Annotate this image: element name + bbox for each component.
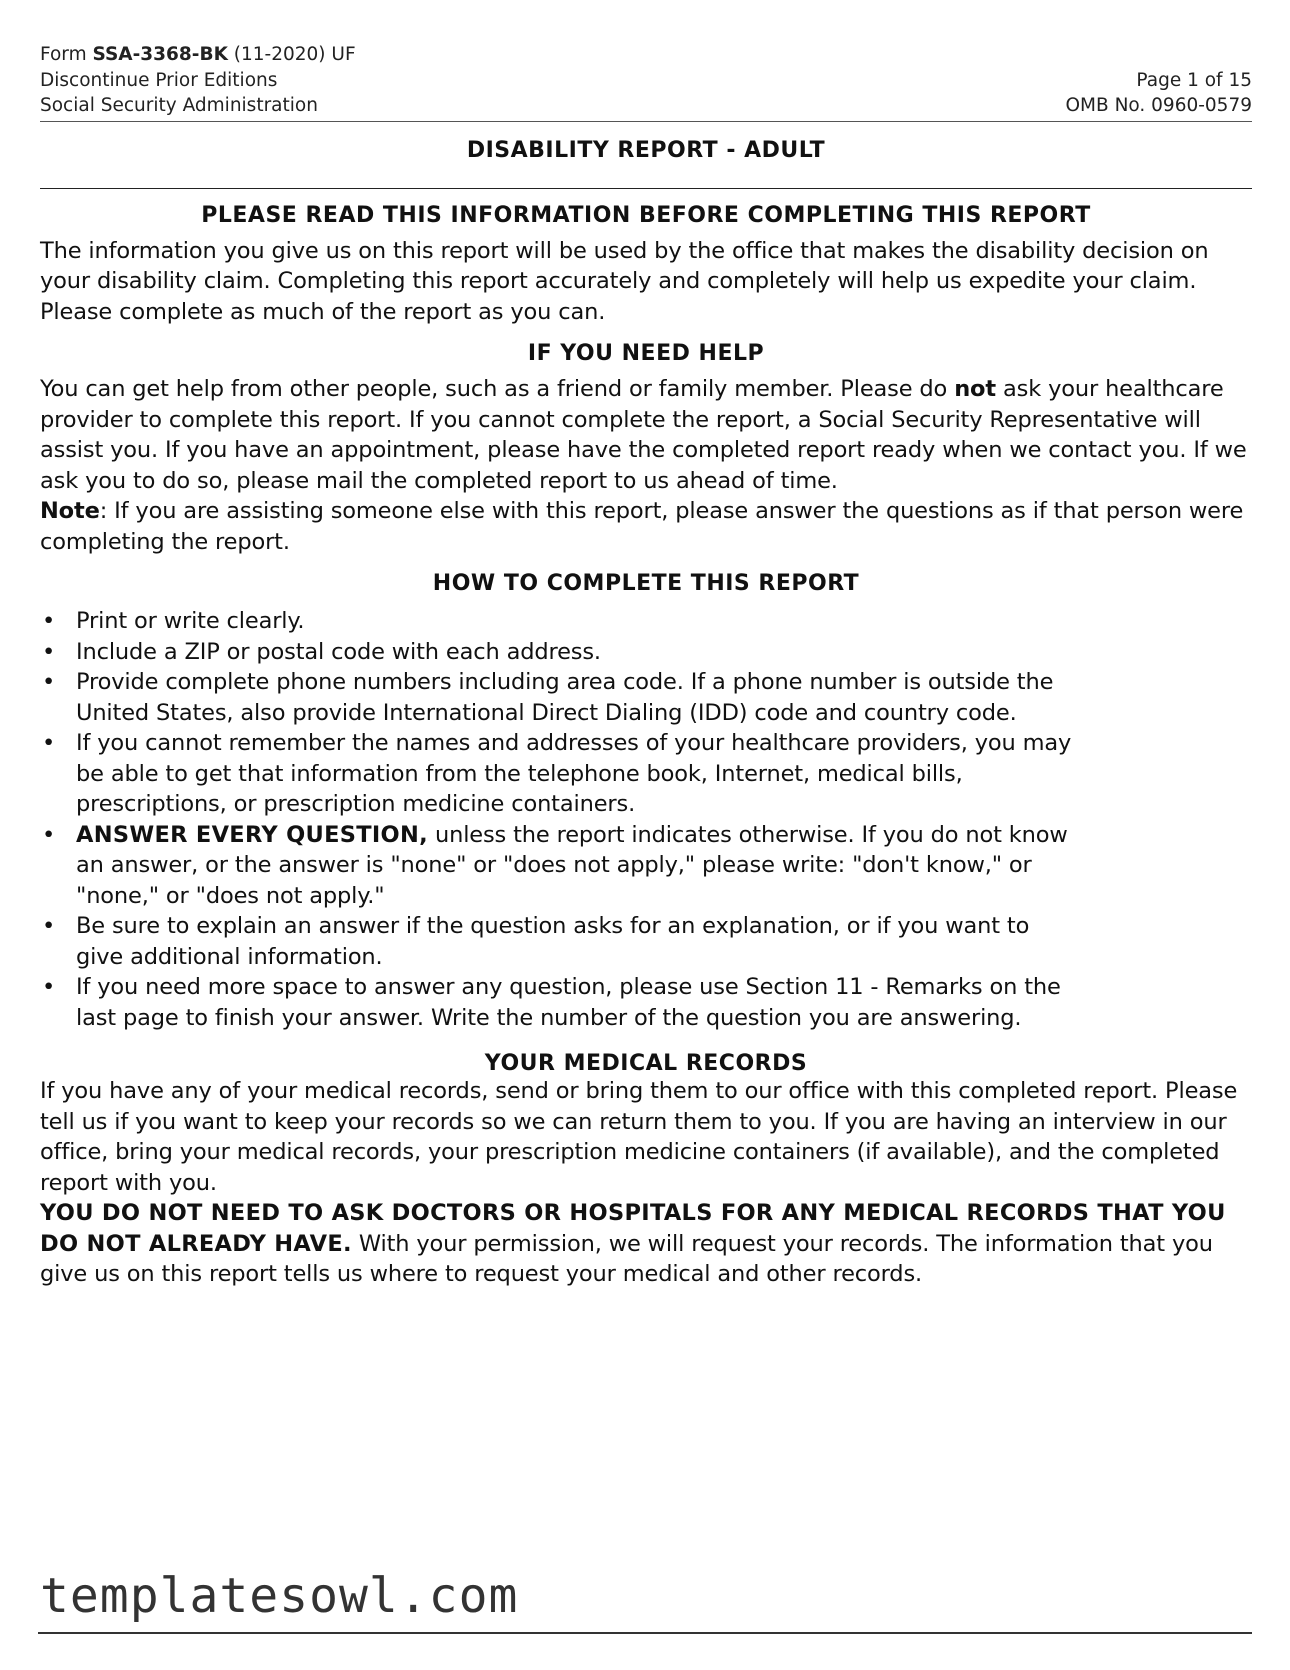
warning-emphasis: YOU DO NOT NEED TO ASK DOCTORS OR HOSPITALS FOR ANY MEDICAL RECORDS THAT YOU DO NOT ALREADY HAVE. bbox=[40, 1200, 1226, 1257]
list-item-text: Be sure to explain an answer if the question asks for an explanation, or if you want to give additional information. bbox=[76, 913, 1030, 970]
discontinue-note: Discontinue Prior Editions bbox=[40, 69, 278, 91]
list-item bbox=[40, 911, 1080, 972]
list-item bbox=[40, 972, 1080, 1033]
help-text-part1: You can get help from other people, such as a friend or family member. Please do bbox=[40, 376, 955, 402]
bullet-icon: • bbox=[42, 730, 56, 756]
howto-heading: HOW TO COMPLETE THIS REPORT bbox=[432, 571, 860, 596]
bullet-icon: • bbox=[42, 821, 56, 848]
page-number: Page 1 of 15 bbox=[1136, 69, 1252, 91]
agency-name: Social Security Administration bbox=[40, 95, 318, 116]
header-right bbox=[1065, 68, 1252, 119]
bullet-icon: • bbox=[42, 913, 56, 939]
list-item-text: If you need more space to answer any question, please use Section 11 - Remarks on the last page to finish your answer. Write the number of the question you are answering. bbox=[76, 974, 1061, 1031]
list-item bbox=[40, 820, 1080, 912]
help-text-emphasis: not bbox=[954, 376, 996, 402]
list-item bbox=[40, 637, 1080, 668]
list-item bbox=[40, 667, 1080, 728]
header-left bbox=[40, 42, 356, 119]
help-text bbox=[40, 374, 1252, 496]
list-item-emphasis: ANSWER EVERY QUESTION, bbox=[76, 821, 428, 848]
form-id bbox=[40, 42, 356, 68]
list-item-text: Print or write clearly. bbox=[76, 608, 305, 634]
list-item-text: If you cannot remember the names and addresses of your healthcare providers, you may be able to get that information from the telephone book, Internet, medical bills, prescriptions, or prescription medicine containers. bbox=[76, 730, 1072, 817]
bullet-icon: • bbox=[42, 974, 56, 1000]
bullet-icon: • bbox=[42, 638, 56, 665]
bullet-icon: • bbox=[42, 669, 56, 695]
records-text: If you have any of your medical records, send or bring them to our office with this completed report. Please tell us if you want to keep your records so we can return them to you. If you are having an interview in our office, bring your medical records, your prescription medicine containers (if available), and the completed report with you. bbox=[40, 1078, 1238, 1196]
list-item bbox=[40, 728, 1080, 820]
list-item bbox=[40, 606, 1080, 637]
form-page bbox=[40, 42, 1252, 1290]
list-item-text: Provide complete phone numbers including area code. If a phone number is outside the United States, also provide International Direct Dialing (IDD) code and country code. bbox=[76, 669, 1054, 726]
form-edition: (11-2020) UF bbox=[227, 44, 356, 65]
help-text-part2: ask your healthcare provider to complete this report. If you cannot complete the report, a Social Security Representative will assist you. If you have an appointment, please have the completed report ready when we contact you. If we ask you to do so, please mail the completed report to us ahead of time. bbox=[40, 376, 1247, 494]
warning-text: With your permission, we will request your records. The information that you give us on this report tells us where to request your medical and other records. bbox=[40, 1230, 1213, 1287]
records-heading: YOUR MEDICAL RECORDS bbox=[484, 1051, 808, 1076]
note-label: Note bbox=[40, 498, 100, 524]
read-info-heading: PLEASE READ THIS INFORMATION BEFORE COMPLETING THIS REPORT bbox=[201, 202, 1091, 228]
bullet-icon: • bbox=[42, 608, 56, 634]
note-text: : If you are assisting someone else with this report, please answer the questions as if that person were completing the report. bbox=[40, 498, 1244, 555]
form-header bbox=[40, 42, 1252, 122]
help-note bbox=[40, 496, 1252, 557]
footer-divider bbox=[38, 1632, 1252, 1634]
form-number: SSA-3368-BK bbox=[92, 44, 228, 65]
read-info-text: The information you give us on this report will be used by the office that makes the disability decision on your disability claim. Completing this report accurately and completely will help us expedite your claim. Please complete as much of the report as you can. bbox=[40, 237, 1209, 325]
list-item-text: Include a ZIP or postal code with each address. bbox=[76, 638, 601, 665]
form-prefix: Form bbox=[40, 44, 93, 65]
watermark: templatesowl.com bbox=[40, 1568, 519, 1624]
howto-list bbox=[40, 606, 1080, 1033]
records-warning bbox=[40, 1198, 1252, 1290]
document-title: DISABILITY REPORT - ADULT bbox=[40, 122, 1252, 189]
list-item-text: unless the report indicates otherwise. If you do not know an answer, or the answer is "none" or "does not apply," please write: "don't know," or "none," or "does not apply." bbox=[76, 821, 1068, 909]
help-heading: IF YOU NEED HELP bbox=[527, 341, 765, 366]
omb-number: OMB No. 0960-0579 bbox=[1065, 95, 1252, 116]
